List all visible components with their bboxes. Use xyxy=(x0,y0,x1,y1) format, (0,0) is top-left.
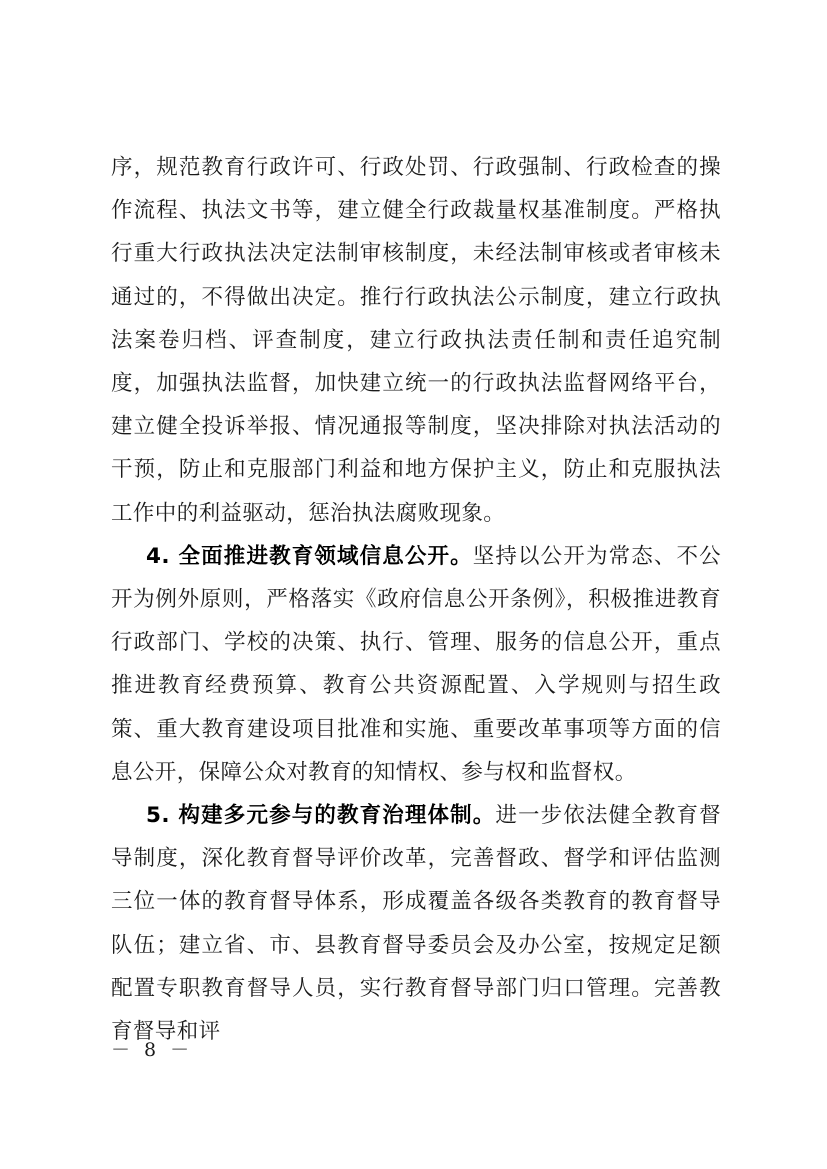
body-text xyxy=(111,146,721,1053)
paragraph-section-5 xyxy=(111,794,721,1053)
section-5-heading: 5. 构建多元参与的教育治理体制。 xyxy=(146,803,496,829)
paragraph-section-4 xyxy=(111,535,721,794)
section-4-heading: 4. 全面推进教育领域信息公开。 xyxy=(146,543,473,569)
paragraph-text: 序，规范教育行政许可、行政处罚、行政强制、行政检查的操作流程、执法文书等，建立健全行政裁量权基准制度。严格执行重大行政执法决定法制审核制度，未经法制审核或者审核未通过的，不得做出决定。推行行政执法公示制度，建立行政执法案卷归档、评查制度，建立行政执法责任制和责任追究制度，加强执法监督，加快建立统一的行政执法监督网络平台，建立健全投诉举报、情况通报等制度，坚决排除对执法活动的干预，防止和克服部门利益和地方保护主义，防止和克服执法工作中的利益驱动，惩治执法腐败现象。 xyxy=(111,155,721,526)
paragraph-text: 进一步依法健全教育督导制度，深化教育督导评价改革，完善督政、督学和评估监测三位一体的教育督导体系，形成覆盖各级各类教育的教育督导队伍；建立省、市、县教育督导委员会及办公室，按规定足额配置专职教育督导人员，实行教育督导部门归口管理。完善教育督导和评 xyxy=(111,803,721,1045)
paragraph-continuation xyxy=(111,146,721,535)
paragraph-text: 坚持以公开为常态、不公开为例外原则，严格落实《政府信息公开条例》，积极推进教育行政部门、学校的决策、执行、管理、服务的信息公开，重点推进教育经费预算、教育公共资源配置、入学规则与招生政策、重大教育建设项目批准和实施、重要改革事项等方面的信息公开，保障公众对教育的知情权、参与权和监督权。 xyxy=(111,543,722,785)
page-number: － 8 － xyxy=(111,1039,194,1061)
